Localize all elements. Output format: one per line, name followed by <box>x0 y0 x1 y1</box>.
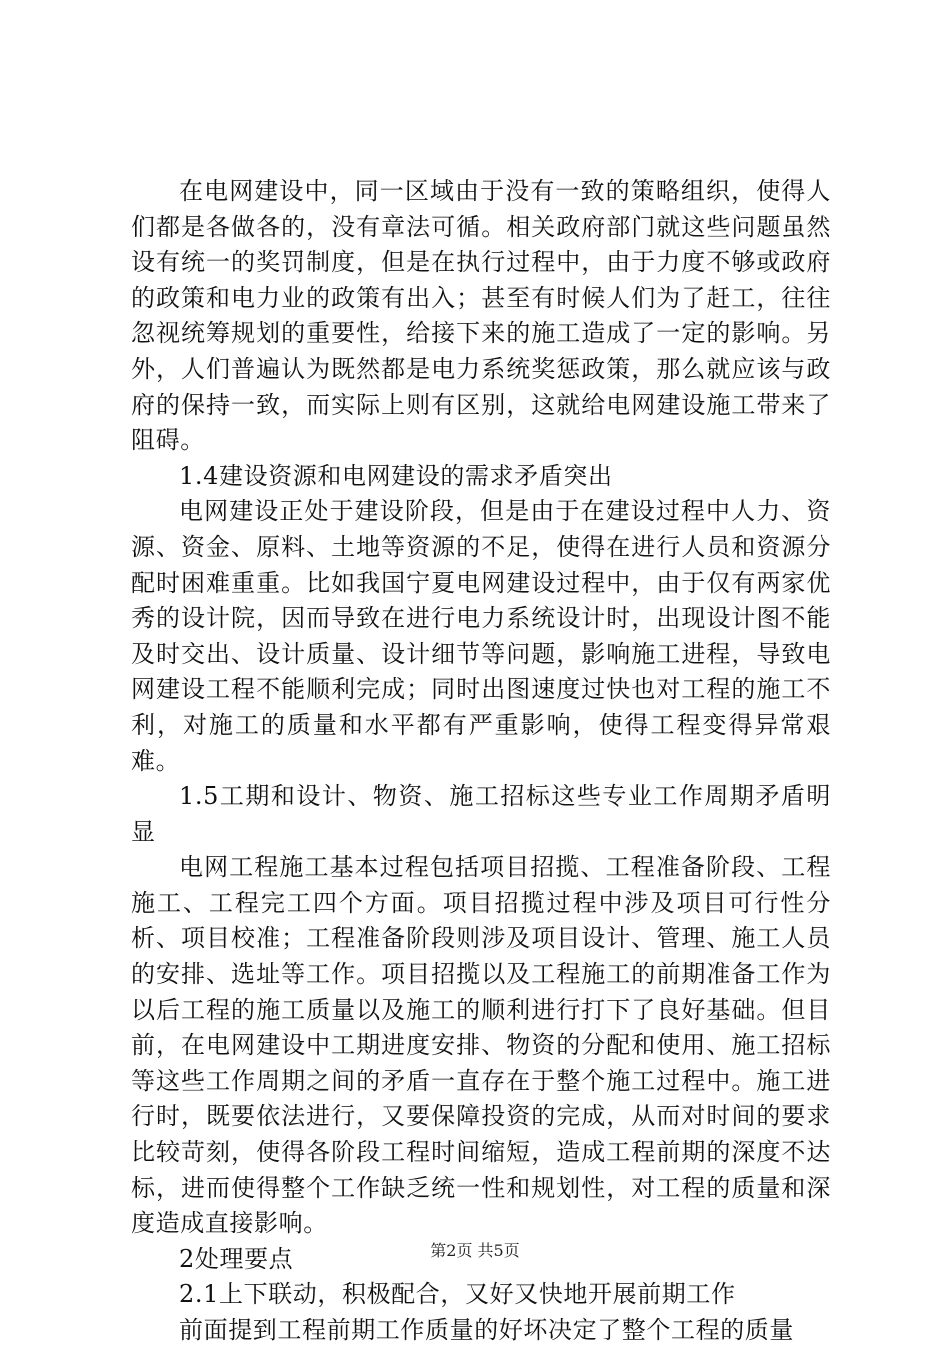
paragraph-policy-coordination: 在电网建设中，同一区域由于没有一致的策略组织，使得人们都是各做各的，没有章法可循。相关政府部门就这些问题虽然设有统一的奖罚制度，但是在执行过程中，由于力度不够或政府的政策和电力业的政策有出入；甚至有时候人们为了赶工，往往忽视统筹规划的重要性，给接下来的施工造成了一定的影响。另外，人们普遍认为既然都是电力系统奖惩政策，那么就应该与政府的保持一致，而实际上则有区别，这就给电网建设施工带来了阻碍。 <box>131 177 831 455</box>
page-number-footer: 第2页 共5页 <box>430 1241 520 1260</box>
paragraph-resource-shortage: 电网建设正处于建设阶段，但是由于在建设过程中人力、资源、资金、原料、土地等资源的不足，使得在进行人员和资源分配时困难重重。比如我国宁夏电网建设过程中，由于仅有两家优秀的设计院，因而导致在进行电力系统设计时，出现设计图不能及时交出、设计质量、设计细节等问题，影响施工进程，导致电网建设工程不能顺利完成；同时出图速度过快也对工程的施工不利，对施工的质量和水平都有严重影响，使得工程变得异常艰难。 <box>131 497 831 775</box>
section-heading-1-4: 1.4建设资源和电网建设的需求矛盾突出 <box>179 461 613 490</box>
section-heading-2: 2处理要点 <box>179 1244 294 1273</box>
section-heading-2-1: 2.1上下联动，积极配合，又好又快地开展前期工作 <box>179 1280 736 1309</box>
paragraph-work-cycle-conflict: 电网工程施工基本过程包括项目招揽、工程准备阶段、工程施工、工程完工四个方面。项目招揽过程中涉及项目可行性分析、项目校准；工程准备阶段则涉及项目设计、管理、施工人员的安排、选址等工作。项目招揽以及工程施工的前期准备工作为以后工程的施工质量以及施工的顺利进行打下了良好基础。但目前，在电网建设中工期进度安排、物资的分配和使用、施工招标等这些工作周期之间的矛盾一直存在于整个施工过程中。施工进行时，既要依法进行，又要保障投资的完成，从而对时间的要求比较苛刻，使得各阶段工程时间缩短，造成工程前期的深度不达标，进而使得整个工作缺乏统一性和规划性，对工程的质量和深度造成直接影响。 <box>131 853 831 1238</box>
document-body <box>131 174 831 1349</box>
paragraph-early-work-quality: 前面提到工程前期工作质量的好坏决定了整个工程的质量 <box>179 1316 794 1344</box>
section-heading-1-5: 1.5工期和设计、物资、施工招标这些专业工作周期矛盾明显 <box>131 782 831 846</box>
